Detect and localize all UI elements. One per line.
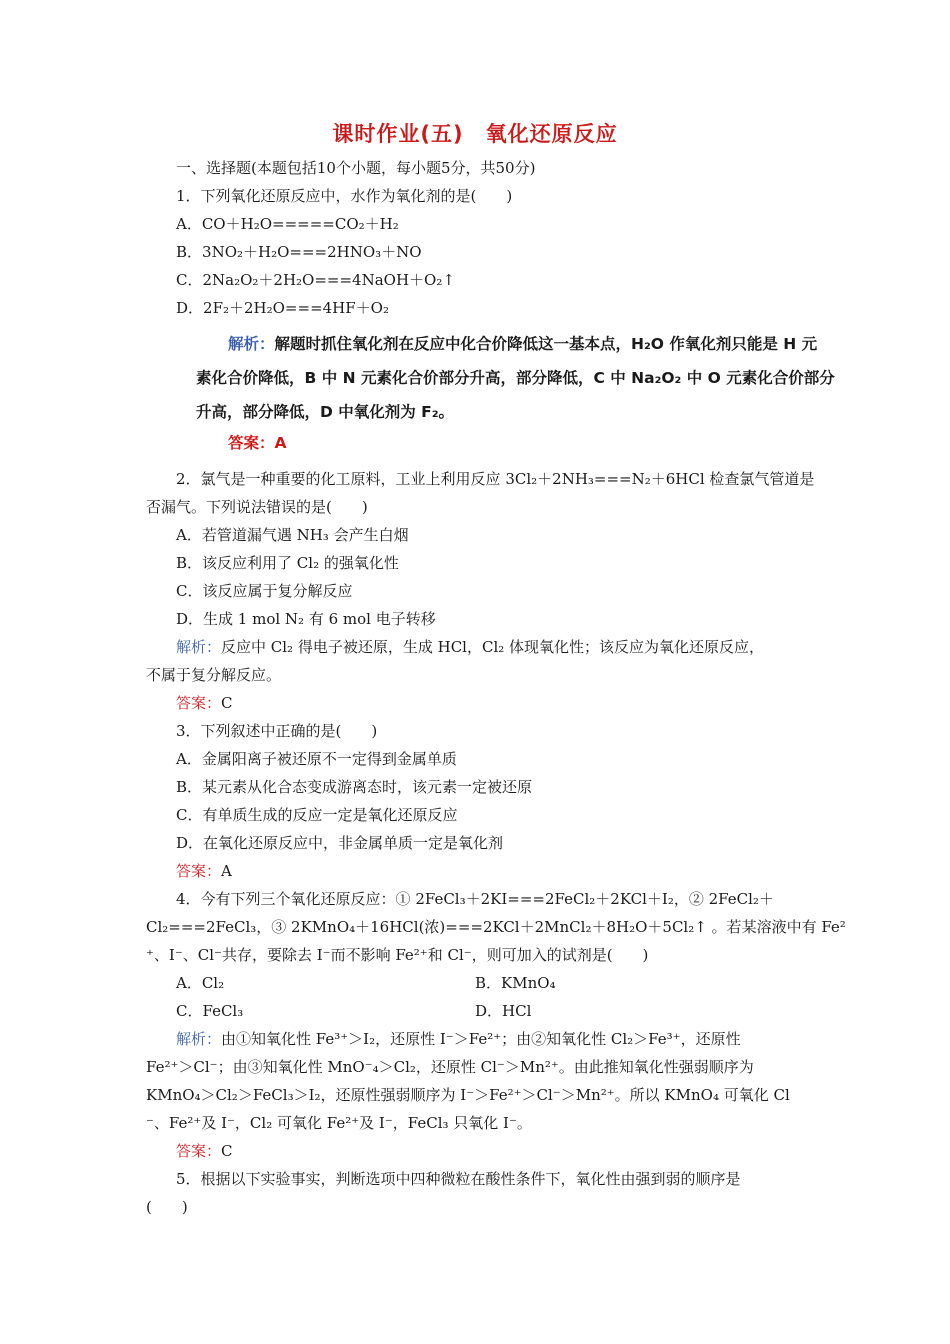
q3-option-b: B．某元素从化合态变成游离态时，该元素一定被还原	[176, 778, 533, 796]
q5-stem-line2: ( )	[146, 1198, 188, 1216]
q1-option-d: D．2F₂＋2H₂O===4HF＋O₂	[176, 299, 389, 317]
q4-option-a: A．Cl₂	[176, 974, 225, 992]
q2-answer-label: 答案：	[176, 694, 222, 712]
q2-stem-line1: 2．氯气是一种重要的化工原料，工业上利用反应 3Cl₂＋2NH₃===N₂＋6HCl 检查氯气管道是	[176, 470, 815, 488]
q4-analysis-line4: ⁻、Fe²⁺及 I⁻，Cl₂ 可氧化 Fe²⁺及 I⁻，FeCl₃ 只氧化 I⁻。	[146, 1114, 532, 1132]
q2-stem-line2: 否漏气。下列说法错误的是( )	[146, 498, 368, 516]
q1-answer-value: A	[274, 434, 287, 452]
q3-answer-label: 答案：	[176, 862, 222, 880]
q1-analysis-line2: 素化合价降低，B 中 N 元素化合价部分升高，部分降低，C 中 Na₂O₂ 中 O 元素化合价部分	[196, 369, 835, 387]
q1-option-a: A．CO＋H₂O=====CO₂＋H₂	[176, 215, 399, 233]
q3-answer-value: A	[221, 862, 232, 880]
q1-answer-label: 答案：	[228, 434, 275, 452]
q3-option-a: A．金属阳离子被还原不一定得到金属单质	[176, 750, 457, 768]
q3-answer	[176, 861, 232, 881]
q4-answer-label: 答案：	[176, 1142, 222, 1160]
q2-answer-value: C	[221, 694, 233, 712]
q2-option-b: B．该反应利用了 Cl₂ 的强氧化性	[176, 554, 399, 572]
q4-analysis-line1	[176, 1029, 741, 1049]
q2-option-d: D．生成 1 mol N₂ 有 6 mol 电子转移	[176, 610, 436, 628]
q4-option-b: B．KMnO₄	[475, 974, 556, 992]
q1-option-b: B．3NO₂＋H₂O===2HNO₃＋NO	[176, 243, 422, 261]
q4-analysis-label: 解析：	[176, 1030, 222, 1048]
q2-analysis-line1	[176, 637, 764, 657]
q3-option-c: C．有单质生成的反应一定是氧化还原反应	[176, 806, 458, 824]
q2-analysis-line2: 不属于复分解反应。	[146, 666, 282, 684]
q2-analysis-text1: 反应中 Cl₂ 得电子被还原，生成 HCl，Cl₂ 体现氧化性；该反应为氧化还原反应，	[221, 638, 765, 656]
q1-analysis-text1: 解题时抓住氧化剂在反应中化合价降低这一基本点，H₂O 作氧化剂只能是 H 元	[274, 335, 818, 353]
q1-analysis-line1	[228, 334, 817, 354]
section-heading: 一、选择题(本题包括10个小题，每小题5分，共50分)	[176, 159, 536, 177]
q3-option-d: D．在氧化还原反应中，非金属单质一定是氧化剂	[176, 834, 504, 852]
q1-option-c: C．2Na₂O₂＋2H₂O===4NaOH＋O₂↑	[176, 271, 455, 289]
q4-stem-line2: Cl₂===2FeCl₃，③ 2KMnO₄＋16HCl(浓)===2KCl＋2MnCl₂＋8H₂O＋5Cl₂↑ 。若某溶液中有 Fe²	[146, 918, 846, 936]
page-title: 课时作业(五) 氧化还原反应	[332, 122, 618, 146]
q2-option-a: A．若管道漏气遇 NH₃ 会产生白烟	[176, 526, 409, 544]
q1-analysis-line3: 升高，部分降低，D 中氧化剂为 F₂。	[196, 403, 455, 421]
q4-stem-line1: 4．今有下列三个氧化还原反应：① 2FeCl₃＋2KI===2FeCl₂＋2KCl＋I₂，② 2FeCl₂＋	[176, 890, 774, 908]
q4-answer-value: C	[221, 1142, 233, 1160]
q5-stem-line1: 5．根据以下实验事实，判断选项中四种微粒在酸性条件下，氧化性由强到弱的顺序是	[176, 1170, 741, 1188]
q4-analysis-line2: Fe²⁺＞Cl⁻；由③知氧化性 MnO⁻₄＞Cl₂，还原性 Cl⁻＞Mn²⁺。由此推知氧化性强弱顺序为	[146, 1058, 754, 1076]
q1-analysis-label: 解析：	[228, 335, 275, 353]
q4-option-c: C．FeCl₃	[176, 1002, 244, 1020]
q1-answer	[228, 433, 287, 453]
q1-stem: 1．下列氧化还原反应中，水作为氧化剂的是( )	[176, 187, 513, 205]
q2-analysis-label: 解析：	[176, 638, 222, 656]
q4-analysis-text1: 由①知氧化性 Fe³⁺＞I₂，还原性 I⁻＞Fe²⁺；由②知氧化性 Cl₂＞Fe³⁺，还原性	[221, 1030, 741, 1048]
q3-stem: 3．下列叙述中正确的是( )	[176, 722, 378, 740]
q4-answer	[176, 1141, 233, 1161]
q2-option-c: C．该反应属于复分解反应	[176, 582, 353, 600]
q4-stem-line3: ⁺、I⁻、Cl⁻共存，要除去 I⁻而不影响 Fe²⁺和 Cl⁻，则可加入的试剂是( )	[146, 946, 649, 964]
q4-option-d: D．HCl	[475, 1002, 532, 1020]
q4-analysis-line3: KMnO₄＞Cl₂＞FeCl₃＞I₂，还原性强弱顺序为 I⁻＞Fe²⁺＞Cl⁻＞Mn²⁺。所以 KMnO₄ 可氧化 Cl	[146, 1086, 790, 1104]
q2-answer	[176, 693, 233, 713]
